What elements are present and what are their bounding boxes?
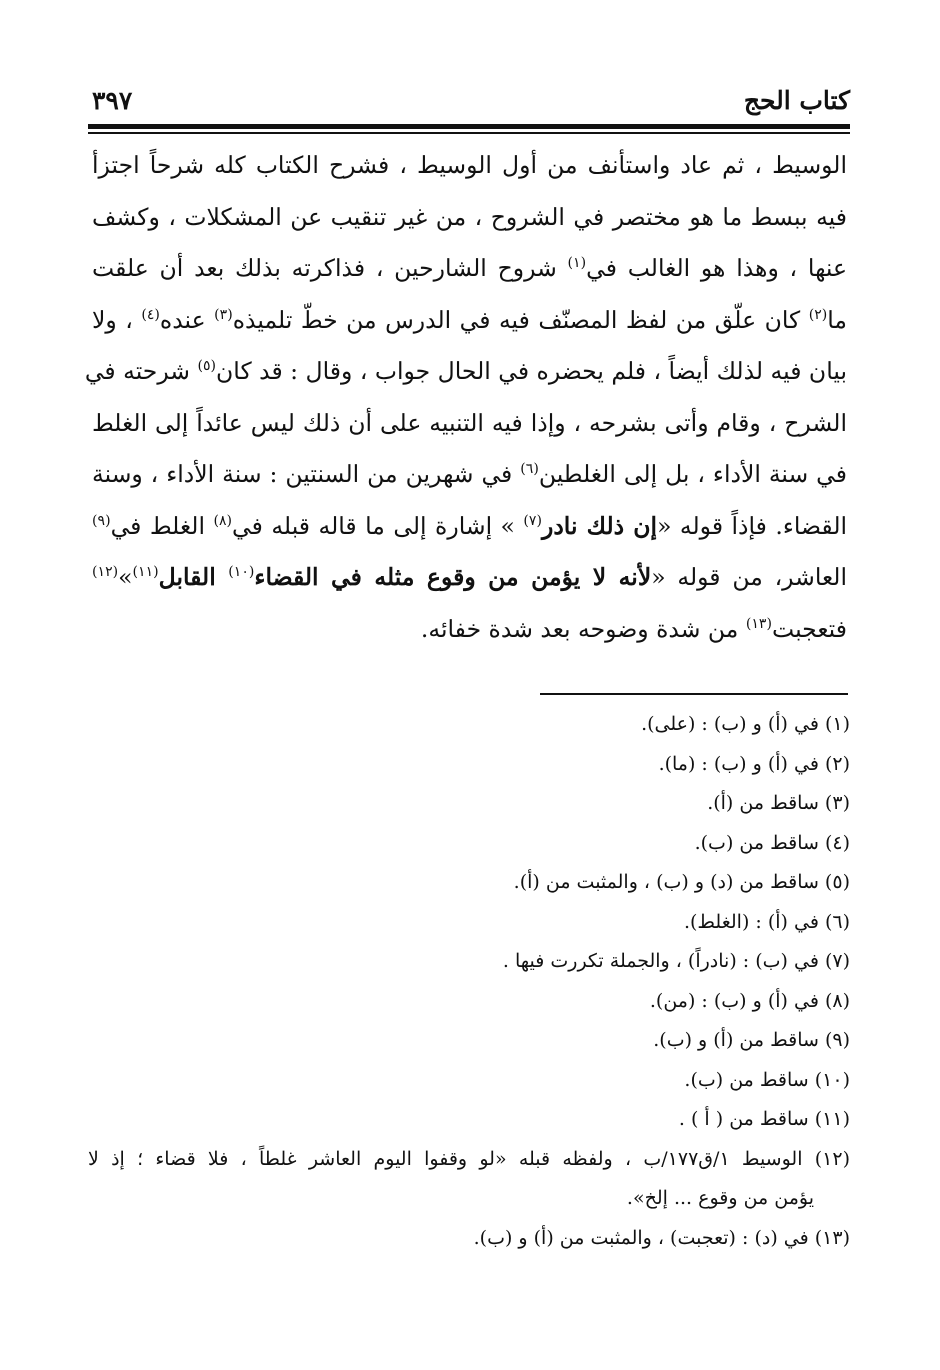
footnote: (٩) ساقط من (أ) و (ب). [653, 1029, 850, 1051]
footnote: (٣) ساقط من (أ). [707, 792, 850, 814]
footnote-continuation: يؤمن من وقوع ... إلخ». [626, 1187, 814, 1209]
text-run: عنده [159, 305, 215, 334]
header-rule-thin [88, 132, 850, 134]
text-line [92, 192, 847, 244]
text-run: في سنة الأداء ، بل إلى الغلطين [538, 460, 847, 488]
text-line [92, 449, 847, 501]
footnote: (١٢) الوسيط ١/ق١٧٧/ب ، ولفظه قبله «لو وقفوا اليوم العاشر غلطاً ، فلا قضاء ؛ إذ لا [88, 1147, 850, 1170]
footnote: (١) في (أ) و (ب) : (على). [641, 713, 850, 735]
text-line [92, 398, 847, 450]
text-line [92, 140, 847, 192]
footnote: (١٠) ساقط من (ب). [684, 1068, 850, 1091]
footnote-ref: (١٣) [745, 615, 772, 632]
footnotes [88, 705, 850, 1258]
text-run: شروح الشارحين ، فذاكرته بذلك بعد أن علقت [92, 254, 568, 282]
footnote-ref: (٧) [523, 512, 542, 529]
header-rule-thick [88, 124, 850, 129]
footnote-ref: (١١) [132, 564, 159, 581]
footnote-ref: (٨) [213, 512, 233, 529]
text-run: الشرح ، وقام وأتى بشرحه ، وإذا فيه التنبيه على أن ذلك ليس عائداً إلى الغلط [92, 408, 847, 437]
footnote: (١٣) في (د) : (تعجبت) ، والمثبت من (أ) و (ب). [473, 1226, 850, 1249]
text-line [92, 604, 847, 656]
text-run: فتعجبت [772, 614, 847, 643]
footnote: (١١) ساقط من ( أ ) . [678, 1108, 850, 1130]
footnote-ref: (٢) [808, 306, 828, 323]
footnote-ref: (٣) [214, 306, 233, 323]
text-run: عنها ، وهذا هو الغالب في [586, 254, 848, 282]
text-line [92, 243, 847, 295]
text-run: فيه ببسط ما هو مختصر في الشروح ، من غير تنقيب عن المشكلات ، وكشف [92, 202, 847, 231]
text-run: » إشارة إلى ما قاله قبله في [232, 511, 524, 540]
quoted-phrase: القابل [158, 563, 229, 591]
footnote: (٧) في (ب) : (نادراً) ، والجملة تكررت فيها . [502, 950, 850, 972]
chapter-title: كتاب الحج [743, 86, 850, 115]
footnote-ref: (٥) [197, 358, 217, 375]
text-line [92, 552, 847, 604]
footnote: (٤) ساقط من (ب). [694, 831, 850, 854]
text-run: الغلط في [110, 511, 214, 540]
text-run: » [118, 563, 133, 591]
quoted-phrase: لأنه لا يؤمن من وقوع مثله في القضاء [254, 563, 652, 591]
running-header [88, 86, 850, 122]
text-run: في شهرين من السنتين : سنة الأداء ، وسنة [92, 460, 521, 488]
text-line [92, 501, 847, 553]
footnote-ref: (١٢) [92, 564, 119, 581]
text-run: العاشر، من قوله « [651, 563, 848, 591]
text-line [84, 346, 847, 398]
footnote-ref: (٤) [141, 306, 160, 323]
text-run: بيان فيه لذلك أيضاً ، فلم يحضره في الحال جواب ، وقال : قد كان [216, 357, 847, 385]
footnote: (٨) في (أ) و (ب) : (من). [649, 989, 850, 1012]
footnote-separator [540, 693, 848, 695]
footnote-ref: (٦) [520, 461, 539, 478]
footnote: (٢) في (أ) و (ب) : (ما). [658, 752, 850, 775]
text-run: كان علّق من لفظ المصنّف فيه في الدرس من خطّ تلميذه [232, 305, 809, 334]
text-run: القضاء. فإذاً قوله « [657, 511, 848, 540]
page-number: ٣٩٧ [92, 86, 133, 115]
text-run: الوسيط ، ثم عاد واستأنف من أول الوسيط ، فشرح الكتاب كله شرحاً اجتزأ [92, 151, 847, 179]
text-line [92, 295, 847, 347]
text-run: ما [827, 305, 848, 334]
main-text [84, 140, 848, 655]
footnote: (٥) ساقط من (د) و (ب) ، والمثبت من (أ). [513, 871, 850, 893]
text-run: من شدة وضوحه بعد شدة خفائه. [420, 614, 746, 643]
footnote-ref: (٩) [92, 512, 111, 529]
footnote: (٦) في (أ) : (الغلط). [683, 910, 850, 933]
footnote-ref: (١) [567, 255, 587, 272]
text-run: شرحته في [84, 357, 198, 385]
text-run: ، ولا [92, 305, 142, 334]
quoted-phrase: إن ذلك نادر [541, 511, 658, 540]
footnote-ref: (١٠) [228, 564, 255, 581]
